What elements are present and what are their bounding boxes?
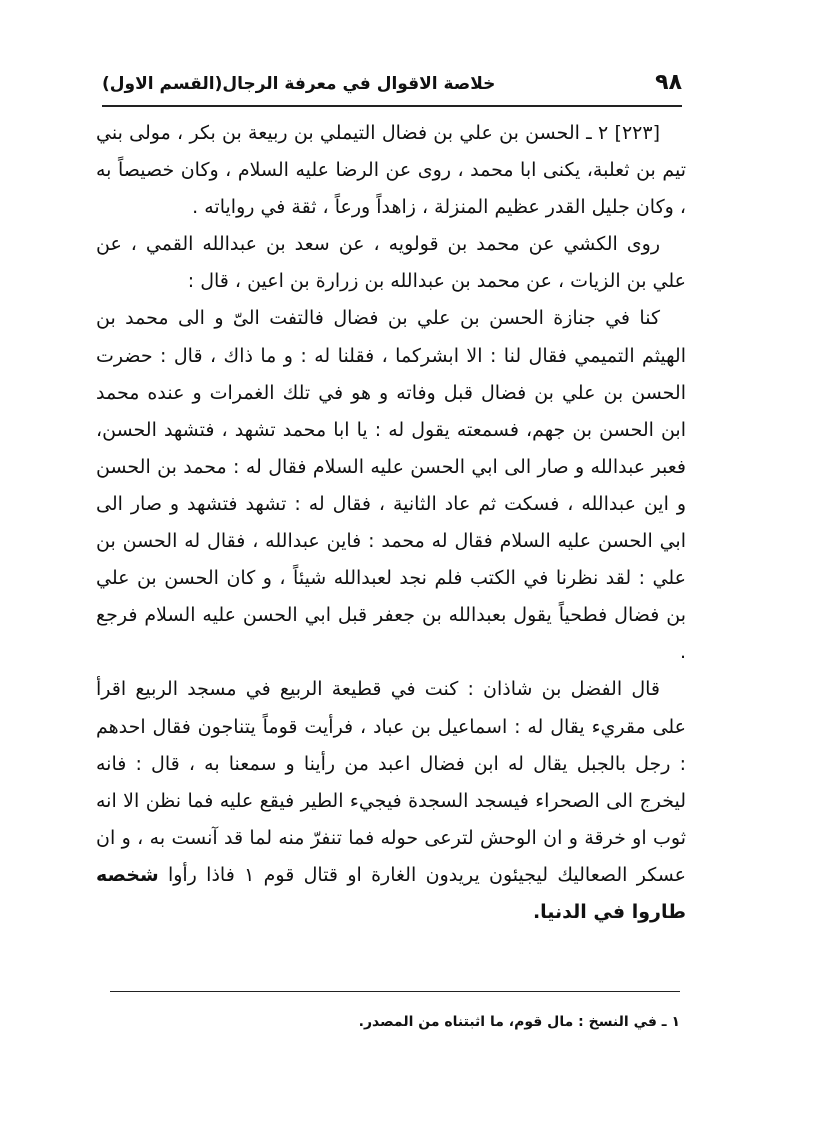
footnote-rule [110, 991, 680, 992]
paragraph-fadl-account: قال الفضل بن شاذان : كنت في قطيعة الربيع في مسجد الربيع اقرأ على مقريء يقال له : اسماعيل بن عباد ، فرأيت قوماً يتناجون فقال احدهم : رجل بالجبل يقال له ابن فضال اعبد من رأينا و سمعنا به ، قال : فانه ليخرج الى الصحراء فيسجد السجدة فيجيء الطير فيقع عليه فما نظن الا انه ثوب او خرقة و ان الوحش لترعى حوله فما تنفرّ منه لما قد آنست به ، و ان عسكر الصعاليك ليجيئون يريدون الغارة او قتال قوم ١ فاذا رأوا شخصه طاروا في الدنيا. [96, 678, 686, 923]
footnote: ١ ـ في النسخ : مال قوم، ما اثبتناه من المصدر. [358, 1014, 680, 1030]
header-rule [102, 105, 682, 107]
page-number: ٩٨ [655, 70, 682, 95]
paragraph-funeral-account: كنا في جنازة الحسن بن علي بن فضال فالتفت الىّ و الى محمد بن الهيثم التميمي فقال لنا : الا ابشركما ، فقلنا له : و ما ذاك ، قال : حضرت الحسن بن علي بن فضال قبل وفاته و هو في تلك الغمرات و عنده محمد ابن الحسن بن جهم، فسمعته يقول له : يا ابا محمد تشهد ، فتشهد الحسن، فعبر عبدالله و صار الى ابي الحسن عليه السلام فقال له : محمد بن الحسن و اين عبدالله ، فسكت ثم عاد الثانية ، فقال له : تشهد فتشهد و صار الى ابي الحسن عليه السلام فقال له محمد : فاين عبدالله ، فقال له الحسن بن علي : لقد نظرنا في الكتب فلم نجد لعبدالله شيئاً ، و كان الحسن بن علي بن فضال فطحياً يقول بعبدالله بن جعفر قبل ابي الحسن عليه السلام فرجع . [96, 307, 686, 664]
paragraph-narration-chain: روى الكشي عن محمد بن قولويه ، عن سعد بن عبدالله القمي ، عن علي بن الزيات ، عن محمد بن عبدالله بن زرارة بن اعين ، قال : [96, 233, 686, 293]
running-title: خلاصة الاقوال في معرفة الرجال(القسم الاول) [102, 74, 496, 94]
paragraph-biography: [٢٢٣] ٢ ـ الحسن بن علي بن فضال التيملي بن ربيعة بن بكر ، مولى بني تيم بن ثعلبة، يكنى ابا محمد ، روى عن الرضا عليه السلام ، وكان خصيصاً به ، وكان جليل القدر عظيم المنزلة ، زاهداً ورعاً ، ثقة في رواياته . [96, 122, 686, 219]
page-header [102, 66, 682, 106]
main-text [96, 115, 686, 931]
closing-phrase: شخصه طاروا في الدنيا. [96, 863, 686, 923]
